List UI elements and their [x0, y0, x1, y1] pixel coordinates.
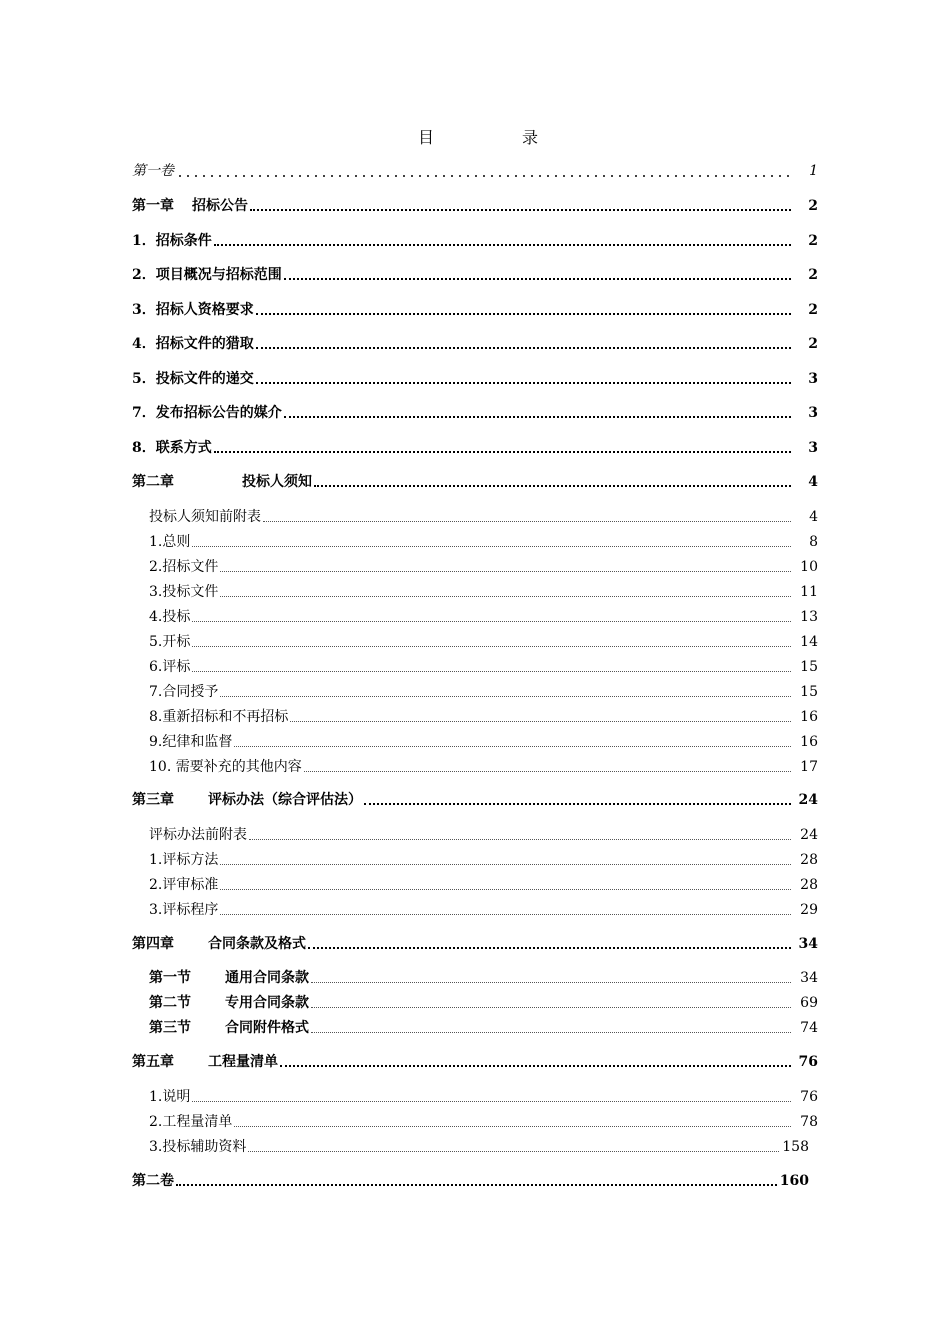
- toc-entry-label: 5.开标: [149, 634, 191, 650]
- toc-entry-label: 8．联系方式: [132, 440, 212, 456]
- toc-entry-volume-1[interactable]: [132, 160, 818, 180]
- toc-entry[interactable]: [132, 437, 818, 457]
- toc-entry-label: [132, 935, 306, 953]
- toc-entry-label: 8.重新招标和不再招标: [149, 709, 289, 725]
- toc-page-number: 34: [800, 970, 818, 986]
- toc-page-number: 11: [800, 584, 818, 600]
- toc-chapter-title: 合同条款及格式: [208, 936, 306, 952]
- toc-entry[interactable]: [149, 656, 818, 676]
- toc-entry-label: 投标人须知前附表: [149, 509, 261, 525]
- toc-entry[interactable]: [149, 849, 818, 869]
- toc-section-title: 合同附件格式: [225, 1020, 309, 1036]
- toc-page-number: 8: [809, 534, 818, 550]
- toc-entry-label: [132, 197, 248, 215]
- toc-entry[interactable]: [149, 506, 818, 526]
- toc-leader: [220, 876, 791, 890]
- toc-entry-label: 1．招标条件: [132, 233, 212, 249]
- toc-entry-label: [149, 994, 309, 1012]
- toc-entry-label: 3．招标人资格要求: [132, 302, 254, 318]
- toc-section-number: 第一节: [149, 970, 191, 986]
- toc-section-number: 第三节: [149, 1020, 191, 1036]
- toc-page-number: 15: [800, 684, 818, 700]
- toc-chapter-number: 第三章: [132, 792, 174, 808]
- toc-entry-label: 2.评审标准: [149, 877, 219, 893]
- toc-leader: [220, 558, 791, 572]
- toc-leader: [308, 933, 791, 949]
- toc-page-number: 158: [782, 1139, 809, 1155]
- toc-leader: [290, 708, 791, 722]
- toc-entry[interactable]: [149, 824, 818, 844]
- toc-chapter-title: 投标人须知: [242, 474, 312, 490]
- toc-entry-label: 第一卷: [132, 163, 174, 179]
- toc-leader: [234, 1113, 791, 1127]
- toc-entry[interactable]: [149, 899, 818, 919]
- toc-entry-label: 2.工程量清单: [149, 1114, 233, 1130]
- toc-entry[interactable]: [132, 299, 818, 319]
- toc-leader: [304, 758, 791, 772]
- toc-leader: [248, 1138, 779, 1152]
- toc-page-number: 10: [800, 559, 818, 575]
- toc-page-number: 16: [800, 709, 818, 725]
- toc-leader: [364, 789, 791, 805]
- toc-leader: [311, 969, 791, 983]
- toc-entry-section[interactable]: [149, 992, 818, 1012]
- toc-leader: [192, 1088, 791, 1102]
- toc-page-number: 16: [800, 734, 818, 750]
- toc-section-title: 专用合同条款: [225, 995, 309, 1011]
- toc-section-title: 通用合同条款: [225, 970, 309, 986]
- toc-chapter-title: 评标办法（综合评估法）: [208, 792, 362, 808]
- toc-chapter-title: 工程量清单: [208, 1054, 278, 1070]
- toc-leader: [249, 826, 791, 840]
- toc-leader: [256, 333, 791, 349]
- toc-page-number: 3: [808, 440, 818, 456]
- toc-entry-label: 第二卷: [132, 1173, 174, 1189]
- toc-leader: [311, 1019, 791, 1033]
- toc-page-number: 17: [800, 759, 818, 775]
- toc-leader: [284, 264, 791, 280]
- toc-entry-label: [149, 1019, 309, 1037]
- toc-entry[interactable]: [149, 531, 818, 551]
- toc-leader: [314, 471, 791, 487]
- toc-page-number: 2: [808, 233, 818, 249]
- toc-page-number: 76: [798, 1054, 818, 1070]
- toc-page-number: 2: [808, 336, 818, 352]
- toc-entry[interactable]: [149, 1086, 818, 1106]
- toc-leader: [220, 683, 791, 697]
- toc-page-number: 34: [798, 936, 818, 952]
- toc-entry-chapter-4[interactable]: [132, 933, 818, 953]
- toc-leader: [214, 437, 791, 453]
- toc-chapter-number: 第五章: [132, 1054, 174, 1070]
- toc-leader: [280, 1051, 791, 1067]
- toc-page-number: 1: [809, 163, 818, 179]
- toc-page-number: 3: [808, 405, 818, 421]
- toc-entry-chapter-5[interactable]: [132, 1051, 818, 1071]
- toc-entry-chapter-2[interactable]: [132, 471, 818, 491]
- toc-entry[interactable]: [149, 681, 818, 701]
- toc-leader: [220, 583, 791, 597]
- toc-entry-label: 2.招标文件: [149, 559, 219, 575]
- toc-entry-label: 1.说明: [149, 1089, 191, 1105]
- toc-leader: [220, 901, 791, 915]
- toc-entry-label: 3.投标文件: [149, 584, 219, 600]
- toc-page-number: 78: [800, 1114, 818, 1130]
- toc-leader: [176, 1170, 777, 1186]
- toc-leader: [263, 508, 791, 522]
- toc-entry-label: [132, 473, 312, 491]
- toc-page-number: 28: [800, 877, 818, 893]
- toc-entry-label: 6.评标: [149, 659, 191, 675]
- toc-title-right: 录: [521, 128, 538, 147]
- toc-entry-section[interactable]: [149, 967, 818, 987]
- toc-entry-label: 3.投标辅助资料: [149, 1139, 247, 1155]
- toc-entry[interactable]: [149, 731, 818, 751]
- toc-leader: [192, 533, 791, 547]
- toc-page-number: 2: [808, 267, 818, 283]
- toc-leader: [176, 162, 791, 178]
- toc-leader: [234, 733, 791, 747]
- toc-entry[interactable]: [149, 606, 818, 626]
- toc-entry-label: 10. 需要补充的其他内容: [149, 759, 302, 775]
- toc-entry[interactable]: [149, 581, 818, 601]
- toc-page-number: 2: [808, 198, 818, 214]
- toc-entry-label: 7．发布招标公告的媒介: [132, 405, 282, 421]
- toc-leader: [192, 608, 791, 622]
- toc-entry[interactable]: [149, 631, 818, 651]
- toc-entry[interactable]: [132, 402, 818, 422]
- toc-page-number: 160: [779, 1173, 809, 1189]
- toc-leader: [192, 633, 791, 647]
- toc-page-number: 14: [800, 634, 818, 650]
- toc-entry[interactable]: [132, 230, 818, 250]
- toc-leader: [256, 368, 791, 384]
- toc-entry[interactable]: [149, 1111, 818, 1131]
- toc-leader: [220, 851, 791, 865]
- toc-entry-label: [132, 791, 362, 809]
- toc-page-number: 74: [800, 1020, 818, 1036]
- toc-chapter-number: 第一章: [132, 198, 174, 214]
- toc-entry[interactable]: [149, 874, 818, 894]
- toc-entry[interactable]: [149, 706, 818, 726]
- toc-page-number: 24: [800, 827, 818, 843]
- toc-leader: [250, 195, 791, 211]
- toc-entry[interactable]: [132, 264, 818, 284]
- toc-entry-label: [149, 969, 309, 987]
- toc-entry-label: 评标办法前附表: [149, 827, 247, 843]
- toc-chapter-number: 第四章: [132, 936, 174, 952]
- toc-entry-label: [132, 1053, 278, 1071]
- toc-chapter-number: 第二章: [132, 474, 174, 490]
- toc-entry[interactable]: [132, 368, 818, 388]
- toc-entry[interactable]: [132, 333, 818, 353]
- toc-page-number: 29: [800, 902, 818, 918]
- toc-leader: [311, 994, 791, 1008]
- toc-page-number: 76: [800, 1089, 818, 1105]
- toc-leader: [214, 230, 791, 246]
- toc-leader: [256, 299, 791, 315]
- toc-page-number: 13: [800, 609, 818, 625]
- toc-chapter-title: 招标公告: [192, 198, 248, 214]
- toc-entry-label: 4．招标文件的猎取: [132, 336, 254, 352]
- toc-leader: [192, 658, 791, 672]
- toc-page-number: 15: [800, 659, 818, 675]
- toc-entry-label: 3.评标程序: [149, 902, 219, 918]
- toc-entry-volume-2[interactable]: [132, 1170, 809, 1190]
- toc-entry-label: 5．投标文件的递交: [132, 371, 254, 387]
- toc-entry-section[interactable]: [149, 1017, 818, 1037]
- toc-section-number: 第二节: [149, 995, 191, 1011]
- toc-entry-label: 7.合同授予: [149, 684, 219, 700]
- toc-entry-label: 9.纪律和监督: [149, 734, 233, 750]
- toc-entry[interactable]: [149, 1136, 809, 1156]
- toc-entry-chapter-3[interactable]: [132, 789, 818, 809]
- toc-entry-label: 4.投标: [149, 609, 191, 625]
- toc-leader: [284, 402, 791, 418]
- toc-entry-chapter-1[interactable]: [132, 195, 818, 215]
- toc-page-number: 4: [809, 509, 818, 525]
- toc-page-number: 4: [808, 474, 818, 490]
- toc-page-number: 24: [798, 792, 818, 808]
- toc-title-left: 目: [418, 128, 435, 147]
- toc-page-number: 3: [808, 371, 818, 387]
- toc-entry-label: 1.评标方法: [149, 852, 219, 868]
- toc-page-number: 69: [800, 995, 818, 1011]
- toc-entry-label: 1.总则: [149, 534, 191, 550]
- toc-page-number: 2: [808, 302, 818, 318]
- toc-entry-label: 2．项目概况与招标范围: [132, 267, 282, 283]
- toc-title: [418, 125, 538, 148]
- toc-entry[interactable]: [149, 556, 818, 576]
- toc-entry[interactable]: [149, 756, 818, 776]
- toc-page-number: 28: [800, 852, 818, 868]
